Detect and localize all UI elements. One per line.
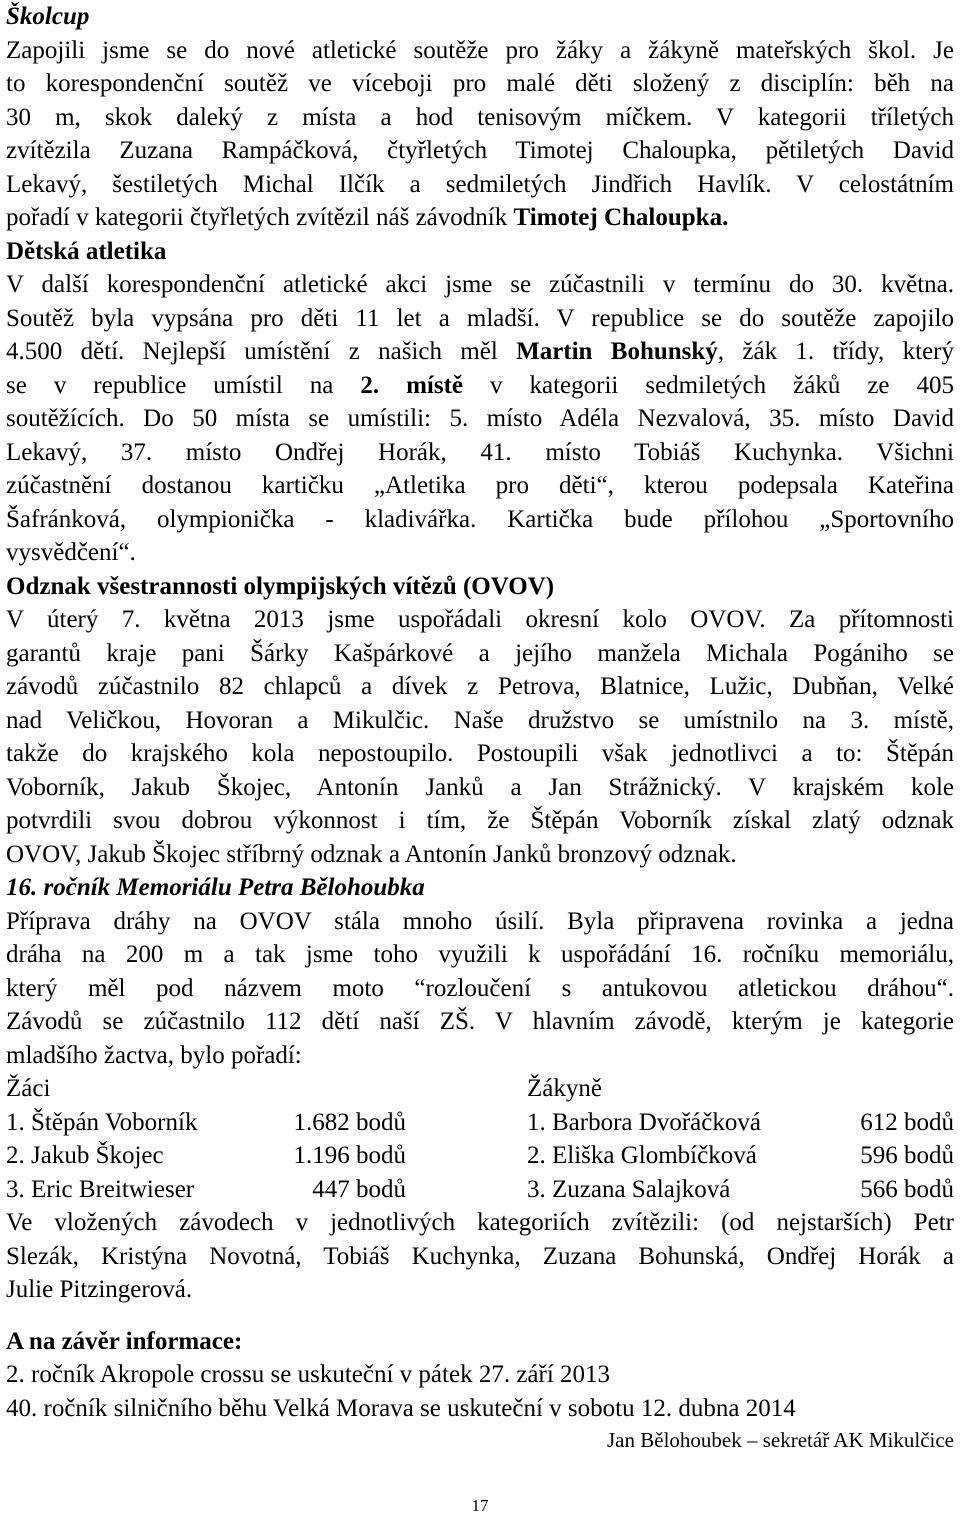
boy-name: 2. Jakub Škojec <box>6 1142 164 1169</box>
paragraph-line: Lekavý, šestiletých Michal Ilčík a sedmiletých Jindřich Havlík. V celostátním <box>6 170 954 198</box>
paragraph-line: zvítězila Zuzana Rampáčková, čtyřletých Timotej Chaloupka, pětiletých David <box>6 137 954 164</box>
paragraph-line: Soutěž byla vypsána pro děti 11 let a mladší. V republice se do soutěže zapojilo <box>6 304 954 332</box>
paragraph-line: Zapojili jsme se do nové atletické soutěže pro žáky a žákyně mateřských škol. Je <box>6 36 954 64</box>
paragraph-line: dráha na 200 m a tak jsme toho využili k uspořádání 16. ročníku memoriálu, <box>6 941 954 968</box>
document-page <box>6 0 954 1455</box>
paragraph-line <box>6 369 954 403</box>
text-run: pořadí v kategorii čtyřletých zvítězil náš závodník <box>6 204 514 231</box>
bold-rank: 2. <box>360 371 380 399</box>
paragraph-line: potvrdili svou dobrou výkonnost i tím, že Štěpán Voborník získal zlatý odznak <box>6 807 954 834</box>
girl-points: 596 bodů <box>860 1142 954 1169</box>
info-item: 2. ročník Akropole crossu se uskuteční v pátek 27. září 2013 <box>6 1361 611 1388</box>
girl-points: 612 bodů <box>860 1108 954 1136</box>
paragraph-line: závodů zúčastnilo 82 chlapců a dívek z Petrova, Blatnice, Lužic, Dubňan, Velké <box>6 673 954 700</box>
paragraph-line: V další korespondenční atletické akci jsme se zúčastnili v termínu do 30. května. <box>6 271 954 298</box>
boy-points: 1.682 bodů <box>293 1108 406 1136</box>
paragraph-line: takže do krajského kola nepostoupilo. Postoupili však jednotlivci a to: Štěpán <box>6 740 954 767</box>
paragraph-line <box>6 201 954 235</box>
girl-points: 566 bodů <box>860 1175 954 1203</box>
boys-header: Žáci <box>6 1075 51 1102</box>
paragraph-line: Závodů se zúčastnilo 112 dětí naší ZŠ. V hlavním závodě, kterým je kategorie <box>6 1008 954 1035</box>
girl-name: 2. Eliška Glombíčková <box>527 1142 757 1169</box>
heading-skolcup: Školcup <box>6 3 90 30</box>
paragraph-line: OVOV, Jakub Škojec stříbrný odznak a Antonín Janků bronzový odznak. <box>6 840 737 868</box>
girl-name: 1. Barbora Dvořáčková <box>527 1108 761 1136</box>
bold-place: místě <box>406 371 464 399</box>
bold-name: Timotej Chaloupka. <box>513 204 729 231</box>
text-run: 4.500 dětí. Nejlepší umístění z našich měl <box>6 338 517 365</box>
text-run: v kategorii sedmiletých žáků ze 405 <box>463 371 955 399</box>
paragraph-line: který měl pod názvem moto “rozloučení s antukovou atletickou dráhou“. <box>6 974 954 1002</box>
heading-ovov: Odznak všestrannosti olympijských vítězů (OVOV) <box>6 572 555 600</box>
bold-name: Martin Bohunský <box>516 338 718 365</box>
heading-info: A na závěr informace: <box>6 1327 243 1355</box>
text-run <box>379 372 406 399</box>
spacer <box>6 1307 954 1325</box>
paragraph-line: Lekavý, 37. místo Ondřej Horák, 41. místo Tobiáš Kuchynka. Všichni <box>6 438 954 466</box>
paragraph-line: soutěžících. Do 50 místa se umístili: 5. místo Adéla Nezvalová, 35. místo David <box>6 405 954 432</box>
results-row <box>6 1106 954 1140</box>
results-header-row <box>6 1072 954 1106</box>
boy-name: 1. Štěpán Voborník <box>6 1108 198 1136</box>
boy-name: 3. Eric Breitwieser <box>6 1175 195 1203</box>
boy-points: 447 bodů <box>312 1175 406 1203</box>
paragraph-line: garantů kraje pani Šárky Kašpárkové a jejího manžela Michala Pogániho se <box>6 639 954 667</box>
text-run: , žák 1. třídy, který <box>717 338 954 365</box>
page-number: 17 <box>471 1496 489 1515</box>
paragraph-line: vysvědčení“. <box>6 539 136 566</box>
paragraph-line: mladšího žactva, bylo pořadí: <box>6 1041 302 1069</box>
paragraph-line <box>6 335 954 369</box>
results-row <box>6 1173 954 1207</box>
paragraph-line: Ve vložených závodech v jednotlivých kategoriích zvítězili: (od nejstarších) Petr <box>6 1209 954 1236</box>
results-row <box>6 1139 954 1173</box>
paragraph-line: to korespondenční soutěž ve víceboji pro malé děti složený z disciplín: běh na <box>6 70 954 97</box>
text-run: se v republice umístil na <box>6 371 361 399</box>
paragraph-line: Julie Pitzingerová. <box>6 1276 193 1303</box>
paragraph-line: zúčastnění dostanou kartičku „Atletika pro děti“, kterou podepsala Kateřina <box>6 472 954 499</box>
paragraph-line: Voborník, Jakub Škojec, Antonín Janků a Jan Strážnický. V krajském kole <box>6 773 954 801</box>
paragraph-line: Šafránková, olympionička - kladivářka. Kartička bude přílohou „Sportovního <box>6 505 954 533</box>
girls-header: Žákyně <box>527 1075 602 1102</box>
heading-memorial: 16. ročník Memoriálu Petra Bělohoubka <box>6 874 425 901</box>
paragraph-line: nad Veličkou, Hovoran a Mikulčic. Naše družstvo se umístnilo na 3. místě, <box>6 706 954 734</box>
info-item: 40. ročník silničního běhu Velká Morava se uskuteční v sobotu 12. dubna 2014 <box>6 1394 796 1422</box>
heading-detska-atletika: Dětská atletika <box>6 237 167 265</box>
paragraph-line: V úterý 7. května 2013 jsme uspořádali okresní kolo OVOV. Za přítomnosti <box>6 606 954 633</box>
signature: Jan Bělohoubek – sekretář AK Mikulčice <box>607 1428 954 1452</box>
girl-name: 3. Zuzana Salajková <box>527 1175 731 1203</box>
paragraph-line: Slezák, Kristýna Novotná, Tobiáš Kuchynka, Zuzana Bohunská, Ondřej Horák a <box>6 1242 954 1270</box>
paragraph-line: 30 m, skok daleký z místa a hod tenisovým míčkem. V kategorii tříletých <box>6 103 954 131</box>
paragraph-line: Příprava dráhy na OVOV stála mnoho úsilí. Byla připravena rovinka a jedna <box>6 907 954 935</box>
boy-points: 1.196 bodů <box>293 1142 406 1169</box>
